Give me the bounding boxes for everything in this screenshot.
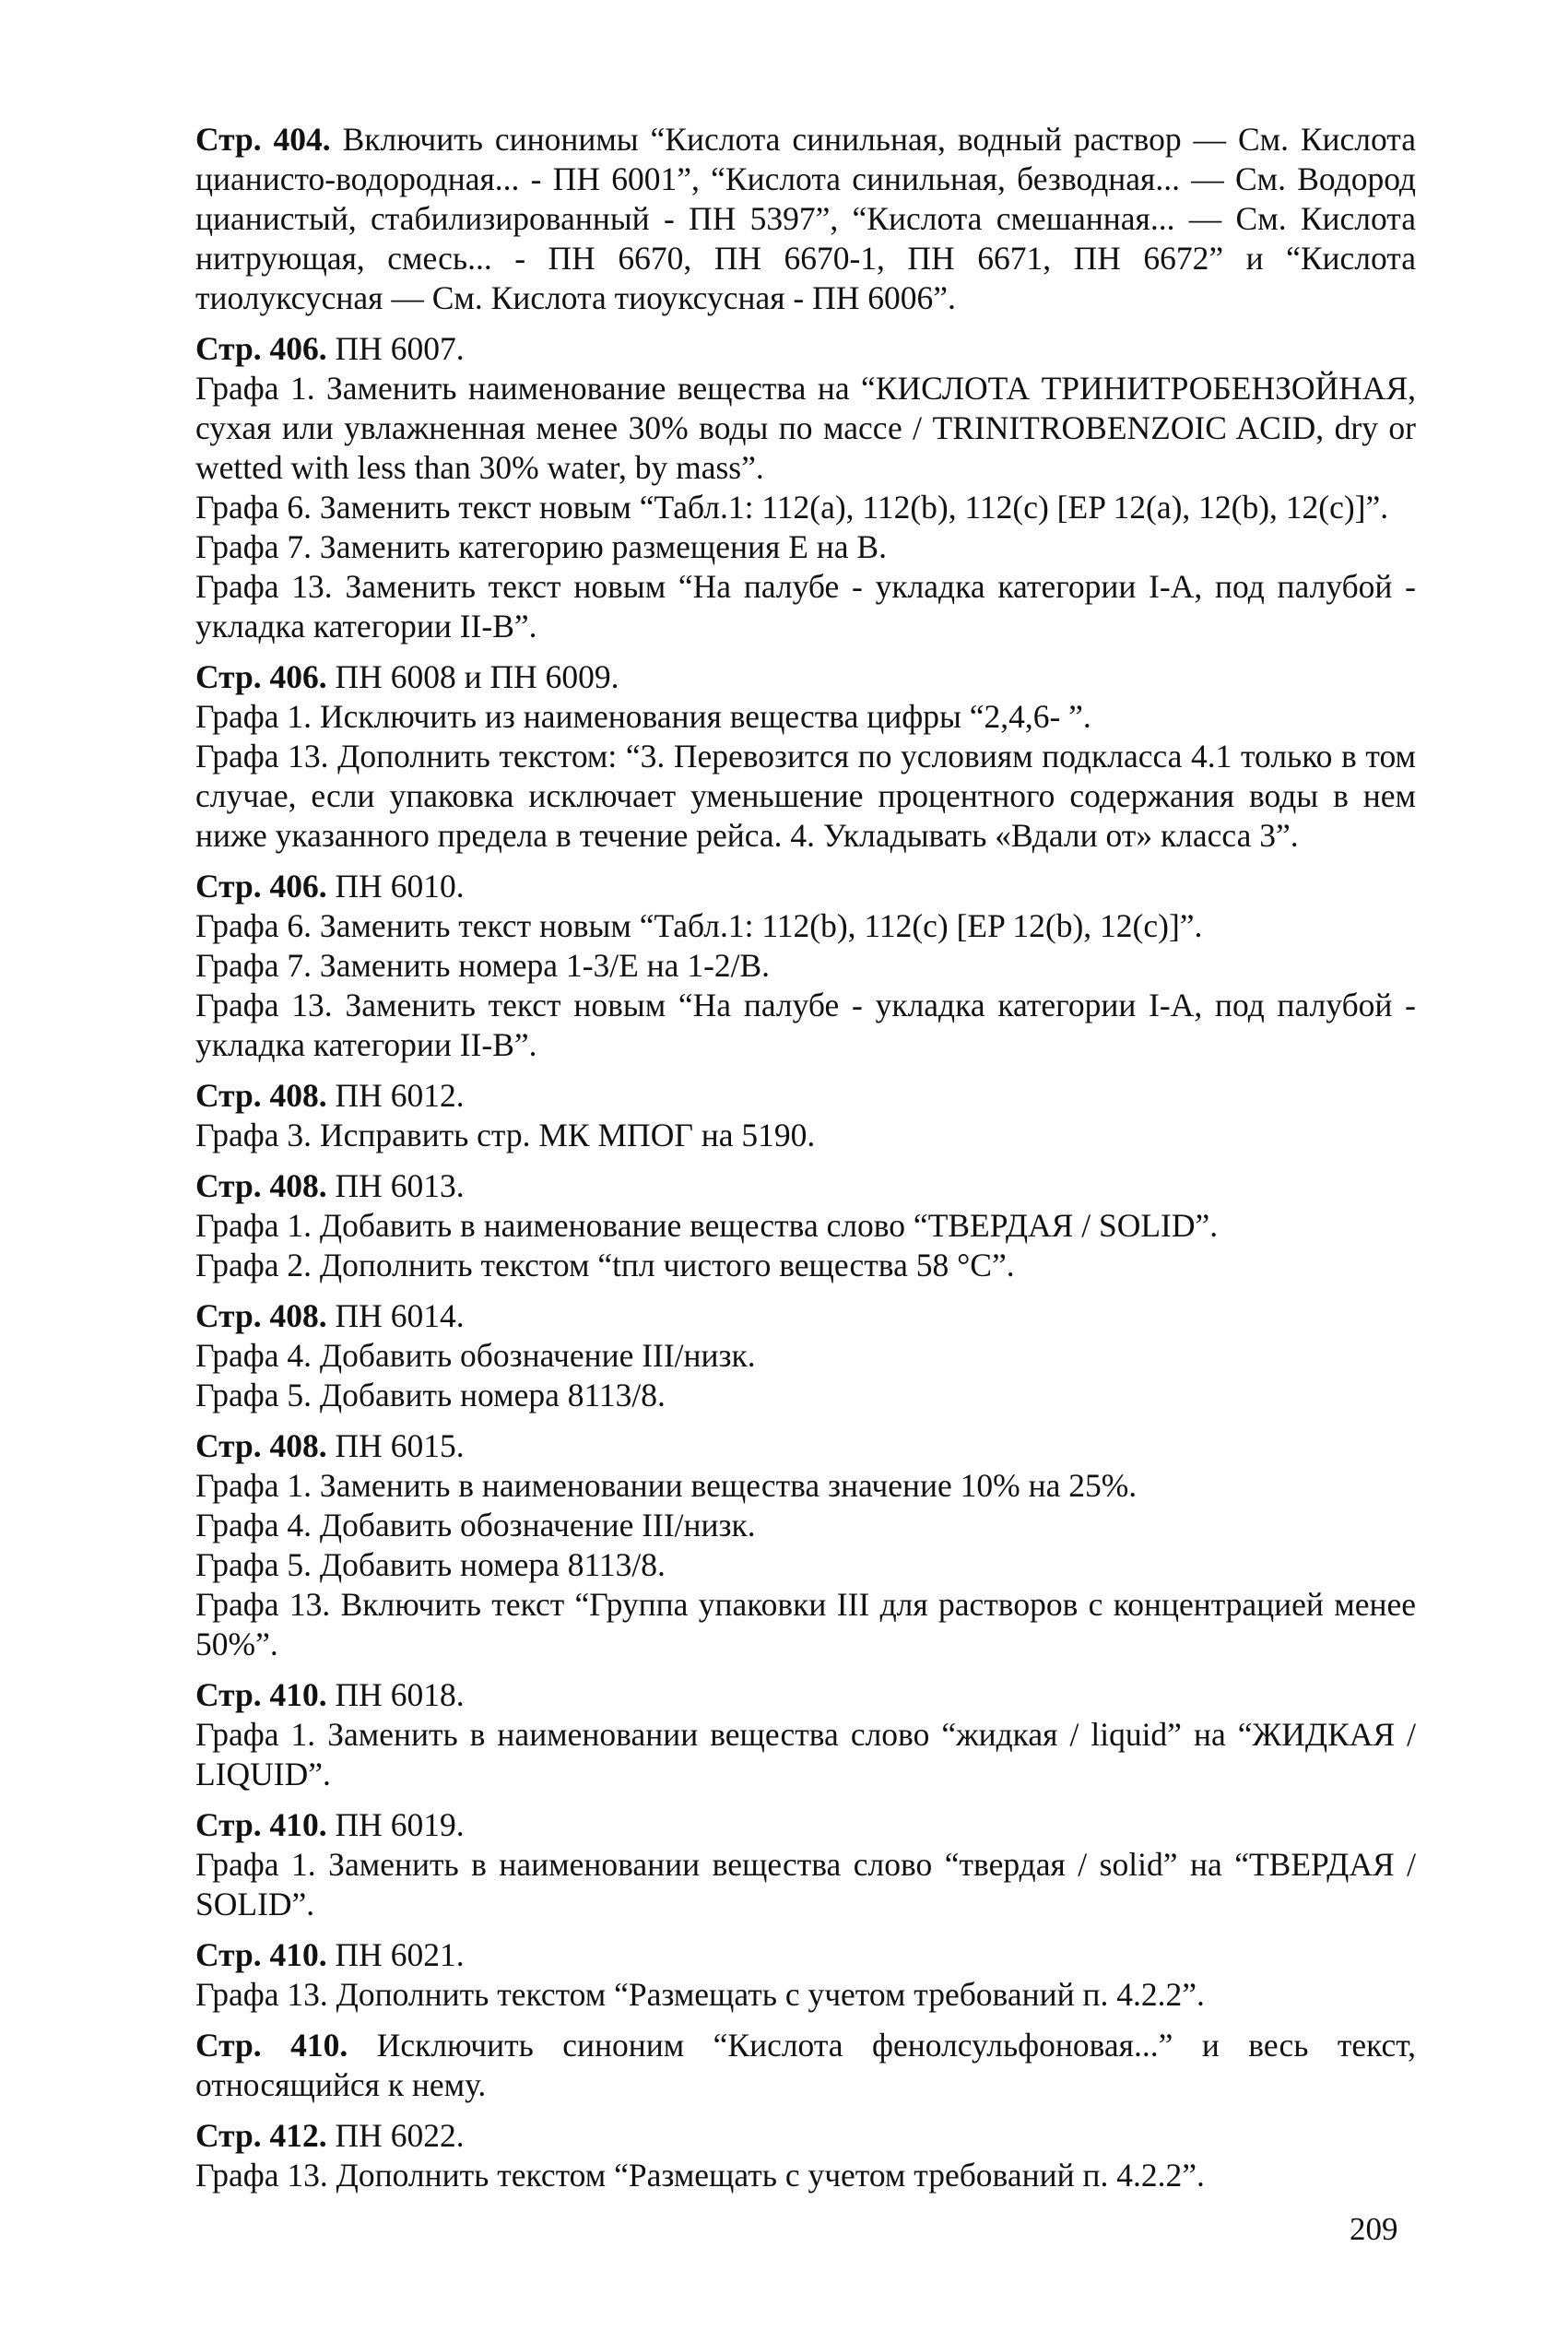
paragraph-text: Графа 1. Заменить наименование вещества на “КИСЛОТА ТРИНИТРОБЕНЗОЙНАЯ, сухая или увлажненная менее 30% воды по массе / TRINITROBENZOIC ACID, dry or wetted with less than 30% water, by mass”.: [195, 370, 1416, 486]
document-paragraph: [195, 1506, 1416, 1545]
document-page-body: [195, 120, 1416, 2206]
paragraph-text: ПН 6015.: [326, 1427, 465, 1464]
paragraph-text: Графа 1. Исключить из наименования вещества цифры “2,4,6- ”.: [195, 698, 1091, 735]
paragraph-text: Графа 4. Добавить обозначение III/низк.: [195, 1337, 756, 1374]
paragraph-text: Включить синонимы “Кислота синильная, водный раствор — См. Кислота цианисто-водородная... - ПН 6001”, “Кислота синильная, безводная... — См. Водород цианистый, стабилизированный - ПН 5397”, “Кислота смешанная... — См. Кислота нитрующая, смесь... - ПН 6670, ПН 6670-1, ПН 6671, ПН 6672” и “Кислота тиолуксусная — См. Кислота тиоуксусная - ПН 6006”.: [195, 121, 1416, 316]
document-paragraph: [195, 1935, 1416, 1975]
paragraph-text: ПН 6014.: [326, 1297, 465, 1334]
paragraph-text: Графа 7. Заменить номера 1-3/E на 1-2/B.: [195, 947, 771, 984]
paragraph-text: Графа 13. Включить текст “Группа упаковки III для растворов с концентрацией менее 50%”.: [195, 1586, 1416, 1662]
document-paragraph: [195, 369, 1416, 488]
paragraph-text: ПН 6007.: [326, 330, 465, 367]
document-paragraph: [195, 1116, 1416, 1155]
document-paragraph: [195, 2156, 1416, 2195]
paragraph-text: Графа 3. Исправить стр. МК МПОГ на 5190.: [195, 1117, 816, 1153]
document-paragraph: [195, 867, 1416, 906]
paragraph-text: Графа 6. Заменить текст новым “Табл.1: 112(b), 112(c) [EP 12(b), 12(c)]”.: [195, 907, 1203, 944]
document-paragraph: [195, 1206, 1416, 1246]
paragraph-text: ПН 6010.: [326, 868, 465, 905]
document-paragraph: [195, 1545, 1416, 1585]
page-reference-label: Стр. 410.: [195, 1806, 327, 1843]
paragraph-text: Графа 1. Заменить в наименовании вещества слово “жидкая / liquid” на “ЖИДКАЯ / LIQUID”.: [195, 1716, 1416, 1792]
paragraph-text: Графа 13. Дополнить текстом “Размещать с учетом требований п. 4.2.2”.: [195, 2157, 1205, 2194]
document-paragraph: [195, 1585, 1416, 1664]
page-reference-label: Стр. 408.: [195, 1297, 327, 1334]
document-section: [195, 1426, 1416, 1664]
document-section: [195, 657, 1416, 856]
paragraph-text: Графа 13. Заменить текст новым “На палубе - укладка категории I-A, под палубой - укладка категории II-B”.: [195, 568, 1416, 645]
document-paragraph: [195, 737, 1416, 856]
paragraph-text: ПН 6021.: [326, 1936, 465, 1973]
document-section: [195, 1675, 1416, 1794]
document-paragraph: [195, 1336, 1416, 1376]
document-paragraph: [195, 1715, 1416, 1794]
document-paragraph: [195, 1076, 1416, 1116]
document-paragraph: [195, 2026, 1416, 2105]
paragraph-text: ПН 6019.: [326, 1806, 465, 1843]
document-section: [195, 1076, 1416, 1155]
page-reference-label: Стр. 410.: [195, 1936, 327, 1973]
page-number: 209: [1350, 2211, 1398, 2247]
document-paragraph: [195, 488, 1416, 527]
document-section: [195, 2116, 1416, 2195]
document-paragraph: [195, 1675, 1416, 1715]
page-reference-label: Стр. 408.: [195, 1427, 327, 1464]
paragraph-text: ПН 6008 и ПН 6009.: [326, 658, 619, 695]
paragraph-text: Графа 7. Заменить категорию размещения E на B.: [195, 528, 887, 565]
paragraph-text: ПН 6022.: [326, 2117, 465, 2154]
paragraph-text: Графа 4. Добавить обозначение III/низк.: [195, 1507, 756, 1543]
document-paragraph: [195, 567, 1416, 646]
paragraph-text: ПН 6018.: [326, 1676, 465, 1713]
paragraph-text: Графа 2. Дополнить текстом “tпл чистого вещества 58 °C”.: [195, 1247, 1015, 1283]
document-paragraph: [195, 986, 1416, 1065]
paragraph-text: ПН 6013.: [326, 1167, 465, 1204]
document-paragraph: [195, 1845, 1416, 1924]
document-paragraph: [195, 1426, 1416, 1466]
document-section: [195, 120, 1416, 318]
page-reference-label: Стр. 404.: [195, 121, 331, 158]
document-paragraph: [195, 1376, 1416, 1415]
document-paragraph: [195, 906, 1416, 946]
paragraph-text: Графа 5. Добавить номера 8113/8.: [195, 1377, 666, 1413]
paragraph-text: Графа 1. Заменить в наименовании вещества слово “твердая / solid” на “ТВЕРДАЯ / SOLID”.: [195, 1846, 1416, 1922]
document-paragraph: [195, 329, 1416, 369]
document-paragraph: [195, 527, 1416, 567]
document-paragraph: [195, 1975, 1416, 2015]
document-section: [195, 1166, 1416, 1285]
paragraph-text: Графа 6. Заменить текст новым “Табл.1: 112(a), 112(b), 112(c) [EP 12(a), 12(b), 12(c)]”.: [195, 489, 1389, 526]
document-paragraph: [195, 946, 1416, 986]
document-paragraph: [195, 1805, 1416, 1845]
document-paragraph: [195, 697, 1416, 737]
page-reference-label: Стр. 408.: [195, 1167, 327, 1204]
document-paragraph: [195, 1296, 1416, 1336]
page-reference-label: Стр. 410.: [195, 2027, 348, 2064]
page-reference-label: Стр. 406.: [195, 658, 327, 695]
paragraph-text: ПН 6012.: [326, 1077, 465, 1114]
document-paragraph: [195, 1466, 1416, 1506]
paragraph-text: Графа 13. Дополнить текстом: “3. Перевозится по условиям подкласса 4.1 только в том случае, если упаковка исключает уменьшение процентного содержания воды в нем ниже указанного предела в течение рейса. 4. Укладывать «Вдали от» класса 3”.: [195, 738, 1416, 854]
document-section: [195, 867, 1416, 1065]
page-reference-label: Стр. 406.: [195, 868, 327, 905]
document-paragraph: [195, 2116, 1416, 2156]
document-paragraph: [195, 1246, 1416, 1285]
paragraph-text: Графа 1. Заменить в наименовании вещества значение 10% на 25%.: [195, 1467, 1138, 1504]
paragraph-text: Графа 1. Добавить в наименование вещества слово “ТВЕРДАЯ / SOLID”.: [195, 1207, 1219, 1244]
document-paragraph: [195, 1166, 1416, 1206]
document-paragraph: [195, 657, 1416, 697]
paragraph-text: Графа 13. Дополнить текстом “Размещать с учетом требований п. 4.2.2”.: [195, 1976, 1205, 2013]
paragraph-text: Графа 13. Заменить текст новым “На палубе - укладка категории I-A, под палубой - укладка категории II-B”.: [195, 987, 1416, 1063]
page-reference-label: Стр. 410.: [195, 1676, 327, 1713]
document-section: [195, 1935, 1416, 2015]
document-section: [195, 2026, 1416, 2105]
page-reference-label: Стр. 408.: [195, 1077, 327, 1114]
document-section: [195, 1805, 1416, 1924]
page-reference-label: Стр. 406.: [195, 330, 327, 367]
document-section: [195, 329, 1416, 646]
document-paragraph: [195, 120, 1416, 318]
paragraph-text: Исключить синоним “Кислота фенолсульфоновая...” и весь текст, относящийся к нему.: [195, 2027, 1416, 2103]
paragraph-text: Графа 5. Добавить номера 8113/8.: [195, 1546, 666, 1583]
page-reference-label: Стр. 412.: [195, 2117, 327, 2154]
document-section: [195, 1296, 1416, 1415]
